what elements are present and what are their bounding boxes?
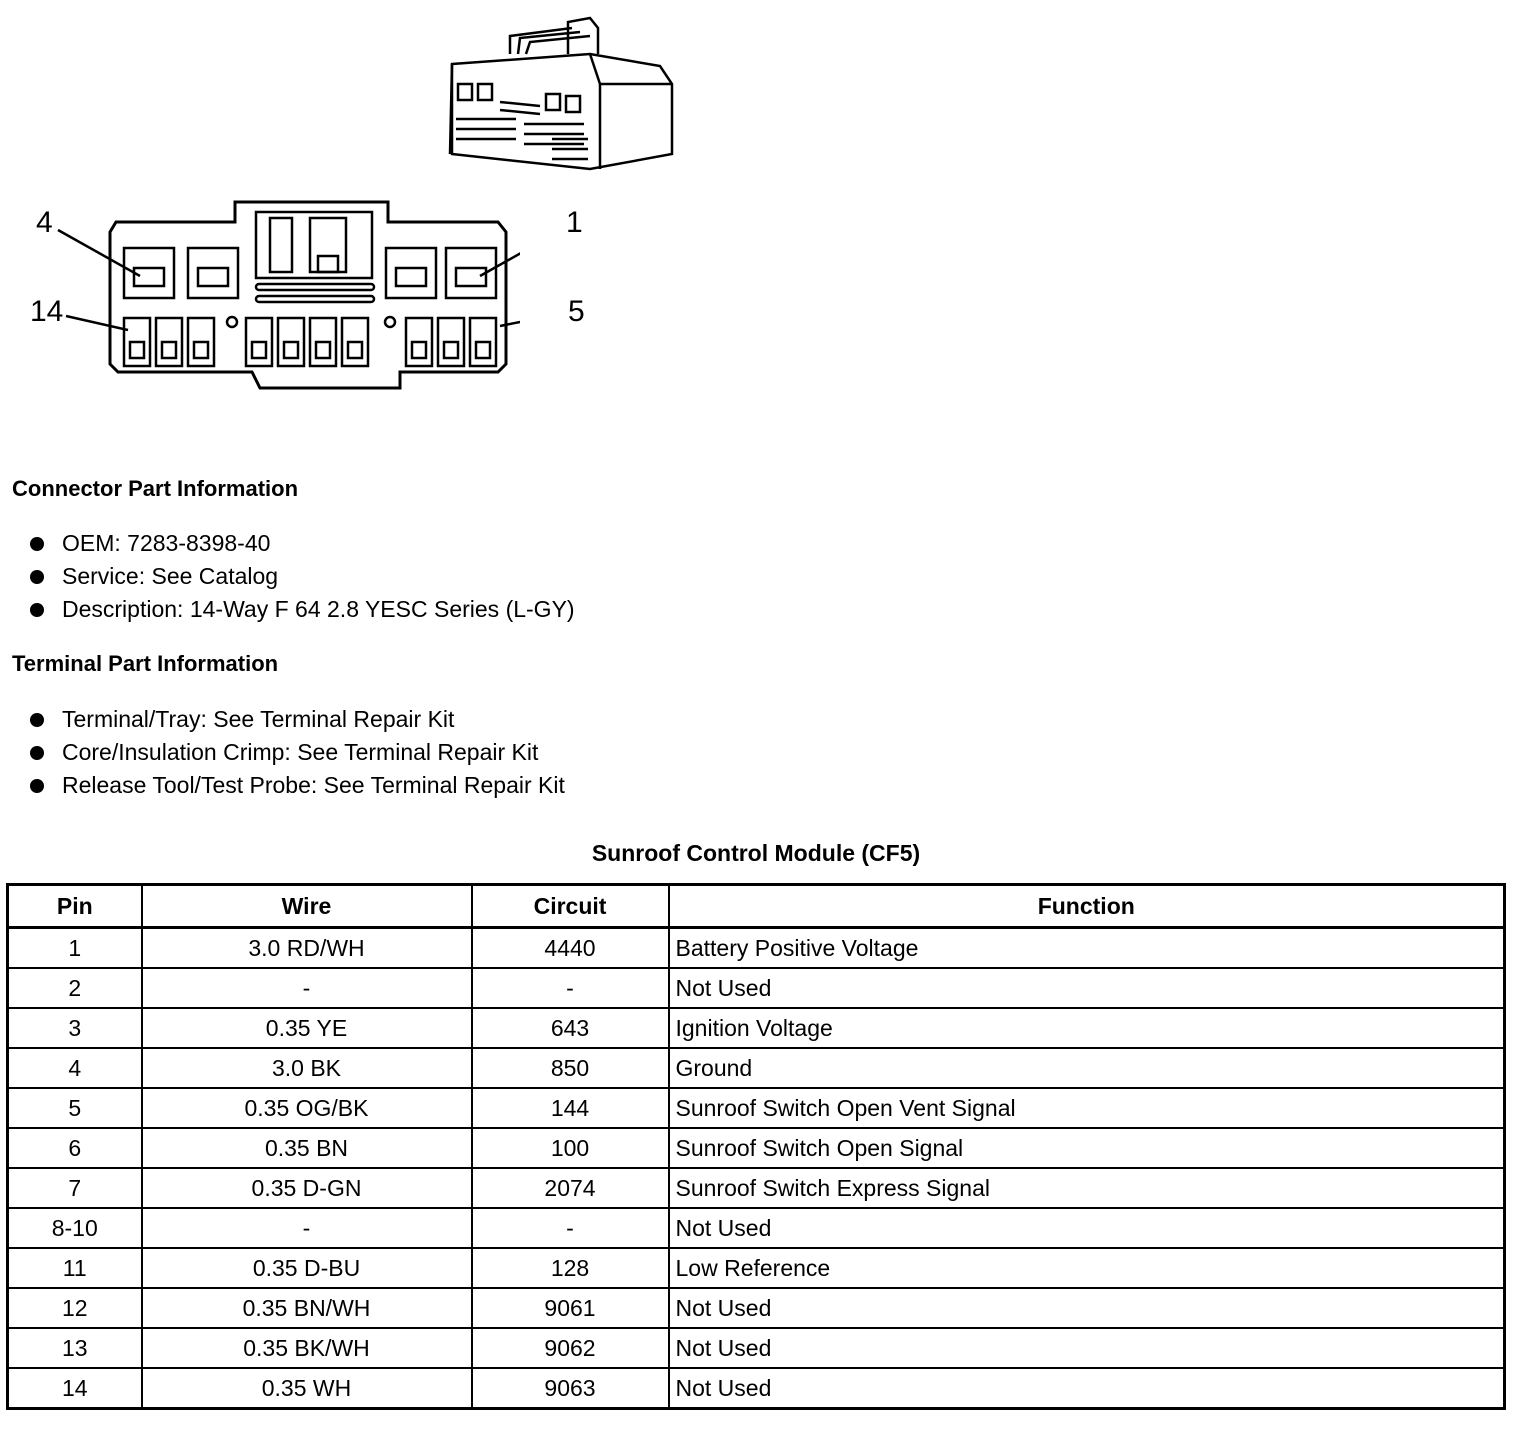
cell-circuit: 9062 [472, 1328, 669, 1368]
cell-circuit: 128 [472, 1248, 669, 1288]
cell-wire: 0.35 OG/BK [142, 1088, 472, 1128]
list-item: Terminal/Tray: See Terminal Repair Kit [28, 703, 565, 736]
cell-wire: 0.35 D-BU [142, 1248, 472, 1288]
cell-function: Not Used [669, 1208, 1505, 1248]
cell-pin: 6 [8, 1128, 142, 1168]
cell-circuit: - [472, 1208, 669, 1248]
cell-wire: - [142, 968, 472, 1008]
cell-function: Sunroof Switch Express Signal [669, 1168, 1505, 1208]
cell-circuit: 144 [472, 1088, 669, 1128]
cell-pin: 11 [8, 1248, 142, 1288]
cell-pin: 7 [8, 1168, 142, 1208]
table-row [8, 1328, 1505, 1368]
table-row [8, 1088, 1505, 1128]
list-item: Release Tool/Test Probe: See Terminal Repair Kit [28, 769, 565, 802]
cell-pin: 3 [8, 1008, 142, 1048]
table-row [8, 1248, 1505, 1288]
table-row [8, 1128, 1505, 1168]
cell-circuit: 2074 [472, 1168, 669, 1208]
cell-pin: 2 [8, 968, 142, 1008]
bullet-icon [30, 570, 44, 584]
bullet-icon [30, 603, 44, 617]
cell-circuit: 4440 [472, 928, 669, 969]
cell-function: Ground [669, 1048, 1505, 1088]
table-row [8, 1208, 1505, 1248]
cell-wire: 3.0 RD/WH [142, 928, 472, 969]
cell-wire: 0.35 BN [142, 1128, 472, 1168]
cell-pin: 12 [8, 1288, 142, 1328]
column-header-function: Function [669, 885, 1505, 928]
cell-function: Low Reference [669, 1248, 1505, 1288]
bullet-icon [30, 537, 44, 551]
cell-circuit: 9063 [472, 1368, 669, 1409]
connector-face-view [20, 192, 520, 397]
bullet-icon [30, 746, 44, 760]
cell-circuit: - [472, 968, 669, 1008]
list-item: Service: See Catalog [28, 560, 575, 593]
pin-label-1: 1 [566, 206, 583, 239]
cell-circuit: 643 [472, 1008, 669, 1048]
table-row [8, 1048, 1505, 1088]
cell-pin: 14 [8, 1368, 142, 1409]
cell-pin: 13 [8, 1328, 142, 1368]
pin-label-14: 14 [30, 295, 64, 328]
list-item: Core/Insulation Crimp: See Terminal Repair Kit [28, 736, 565, 769]
terminal-part-info-list [28, 703, 565, 802]
connector-isometric-drawing [440, 14, 680, 179]
table-body [8, 928, 1505, 1409]
cell-wire: 0.35 BN/WH [142, 1288, 472, 1328]
cell-function: Sunroof Switch Open Vent Signal [669, 1088, 1505, 1128]
cell-wire: - [142, 1208, 472, 1248]
cell-pin: 8-10 [8, 1208, 142, 1248]
cell-circuit: 9061 [472, 1288, 669, 1328]
table-row [8, 1288, 1505, 1328]
table-header-row [8, 885, 1505, 928]
cell-wire: 0.35 WH [142, 1368, 472, 1409]
list-item: Description: 14-Way F 64 2.8 YESC Series (L-GY) [28, 593, 575, 626]
terminal-part-info-heading: Terminal Part Information [12, 651, 279, 676]
cell-pin: 5 [8, 1088, 142, 1128]
cell-function: Not Used [669, 1368, 1505, 1409]
cell-pin: 1 [8, 928, 142, 969]
column-header-pin: Pin [8, 885, 142, 928]
cell-circuit: 850 [472, 1048, 669, 1088]
cell-function: Battery Positive Voltage [669, 928, 1505, 969]
table-row [8, 968, 1505, 1008]
cell-function: Not Used [669, 1328, 1505, 1368]
cell-function: Not Used [669, 1288, 1505, 1328]
cell-wire: 0.35 YE [142, 1008, 472, 1048]
cell-circuit: 100 [472, 1128, 669, 1168]
cell-function: Ignition Voltage [669, 1008, 1505, 1048]
cell-pin: 4 [8, 1048, 142, 1088]
table-row [8, 928, 1505, 969]
pin-label-4: 4 [36, 206, 53, 239]
cell-wire: 3.0 BK [142, 1048, 472, 1088]
table-row [8, 1368, 1505, 1409]
table-row [8, 1168, 1505, 1208]
cell-function: Not Used [669, 968, 1505, 1008]
list-item: OEM: 7283-8398-40 [28, 527, 575, 560]
pinout-table [6, 883, 1506, 1410]
bullet-icon [30, 779, 44, 793]
connector-part-info-list [28, 527, 575, 626]
connector-part-info-heading: Connector Part Information [12, 476, 299, 501]
bullet-icon [30, 713, 44, 727]
column-header-wire: Wire [142, 885, 472, 928]
table-row [8, 1008, 1505, 1048]
cell-wire: 0.35 BK/WH [142, 1328, 472, 1368]
cell-wire: 0.35 D-GN [142, 1168, 472, 1208]
pin-label-5: 5 [568, 295, 585, 328]
table-title: Sunroof Control Module (CF5) [591, 840, 921, 866]
column-header-circuit: Circuit [472, 885, 669, 928]
cell-function: Sunroof Switch Open Signal [669, 1128, 1505, 1168]
